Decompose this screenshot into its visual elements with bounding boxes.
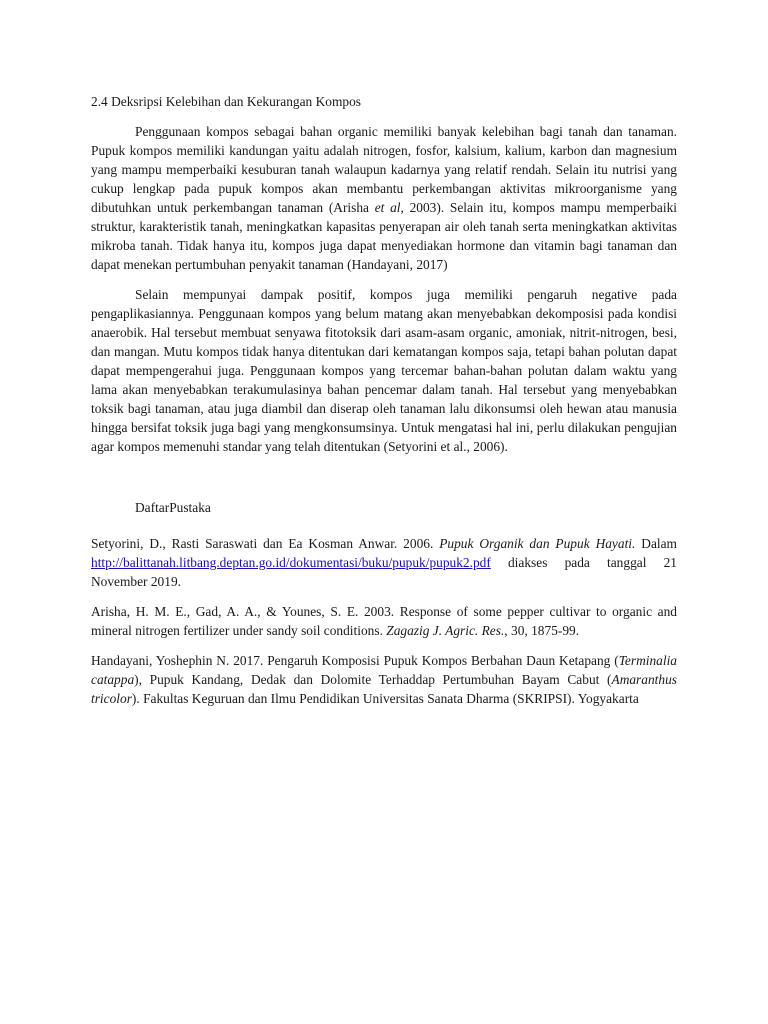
paragraph-text: Penggunaan kompos sebagai bahan organic memiliki banyak kelebihan bagi tanah dan tanaman. Pupuk kompos memiliki kandungan yaitu adalah nitrogen, fosfor, kalsium, kalium, karbon dan magnesium yang mampu memperbaiki kesuburan tanah walaupun kadarnya yang relatif rendah. Selain itu nutrisi yang cukup lengkap pada pupuk kompos akan membantu perkembangan aktivitas mikroorganisme yang dibutuhkan untuk perkembangan tanaman (Arisha bbox=[91, 124, 677, 215]
paragraph-text: 2003). Selain itu, kompos mampu memperbaiki struktur, karakteristik tanah, meningkatkan kapasitas penyerapan air oleh tanah serta meningkatkan aktivitas mikroba tanah. Tidak hanya itu, kompos juga dapat menyediakan hormone dan vitamin bagi tanaman dan dapat menekan pertumbuhan penyakit tanaman (Handayani, 2017) bbox=[91, 200, 677, 272]
reference-item bbox=[91, 602, 677, 640]
references-title: DaftarPustaka bbox=[135, 500, 211, 515]
section-heading: 2.4 Deksripsi Kelebihan dan Kekurangan Kompos bbox=[91, 94, 361, 109]
italic-text: Terminalia catappa bbox=[91, 653, 677, 687]
italic-text: et al, bbox=[374, 200, 404, 215]
reference-text: , 30, 1875-99. bbox=[504, 623, 580, 638]
reference-text: Arisha, H. M. E., Gad, A. A., & Younes, S. E. 2003. Response of some pepper cultivar to organic and mineral nitrogen fertilizer under sandy soil conditions. bbox=[91, 604, 677, 638]
italic-text: Amaranthus tricolor bbox=[91, 672, 677, 706]
document-body bbox=[91, 92, 677, 719]
reference-text: Handayani, Yoshephin N. 2017. Pengaruh Komposisi Pupuk Kompos Berbahan Daun Ketapang ( bbox=[91, 653, 619, 668]
reference-item bbox=[91, 651, 677, 708]
italic-text: Pupuk Organik dan Pupuk Hayati. bbox=[439, 536, 636, 551]
reference-item bbox=[91, 534, 677, 591]
paragraph-disadvantages: Selain mempunyai dampak positif, kompos juga memiliki pengaruh negative pada pengaplikasiannya. Penggunaan kompos yang belum matang akan menyebabkan dekomposisi pada kondisi anaerobik. Hal tersebut membuat senyawa fitotoksik dari asam-asam organic, amoniak, nitrit-nitrogen, besi, dan mangan. Mutu kompos tidak hanya ditentukan dari kematangan kompos saja, tetapi bahan polutan dapat dapat mempengerahui juga. Penggunaan kompos yang tercemar bahan-bahan polutan dalam waktu yang lama akan menyebabkan terakumulasinya bahan pencemar dalam tanah. Hal tersebut yang menyebabkan toksik bagi tanaman, atau juga diambil dan diserap oleh tanaman lalu dikonsumsi oleh hewan atau manusia hingga bersifat toksik juga bagi yang mengkonsumsinya. Untuk mengatasi hal ini, perlu dilakukan pengujian agar kompos memenuhi standar yang telah ditentukan (Setyorini et al., 2006). bbox=[91, 287, 677, 454]
paragraph-advantages bbox=[91, 122, 677, 274]
italic-text: Zagazig J. Agric. Res. bbox=[386, 623, 505, 638]
reference-text: ), Pupuk Kandang, Dedak dan Dolomite Terhaddap Pertumbuhan Bayam Cabut ( bbox=[134, 672, 612, 687]
reference-link[interactable]: http://balittanah.litbang.deptan.go.id/dokumentasi/buku/pupuk/pupuk2.pdf bbox=[91, 555, 491, 570]
reference-text: ). Fakultas Keguruan dan Ilmu Pendidikan Universitas Sanata Dharma (SKRIPSI). Yogyakarta bbox=[131, 691, 639, 706]
reference-text: Dalam bbox=[635, 536, 677, 551]
reference-text: Setyorini, D., Rasti Saraswati dan Ea Kosman Anwar. 2006. bbox=[91, 536, 440, 551]
reference-text: diakses pada tanggal 21 November 2019. bbox=[91, 555, 677, 589]
